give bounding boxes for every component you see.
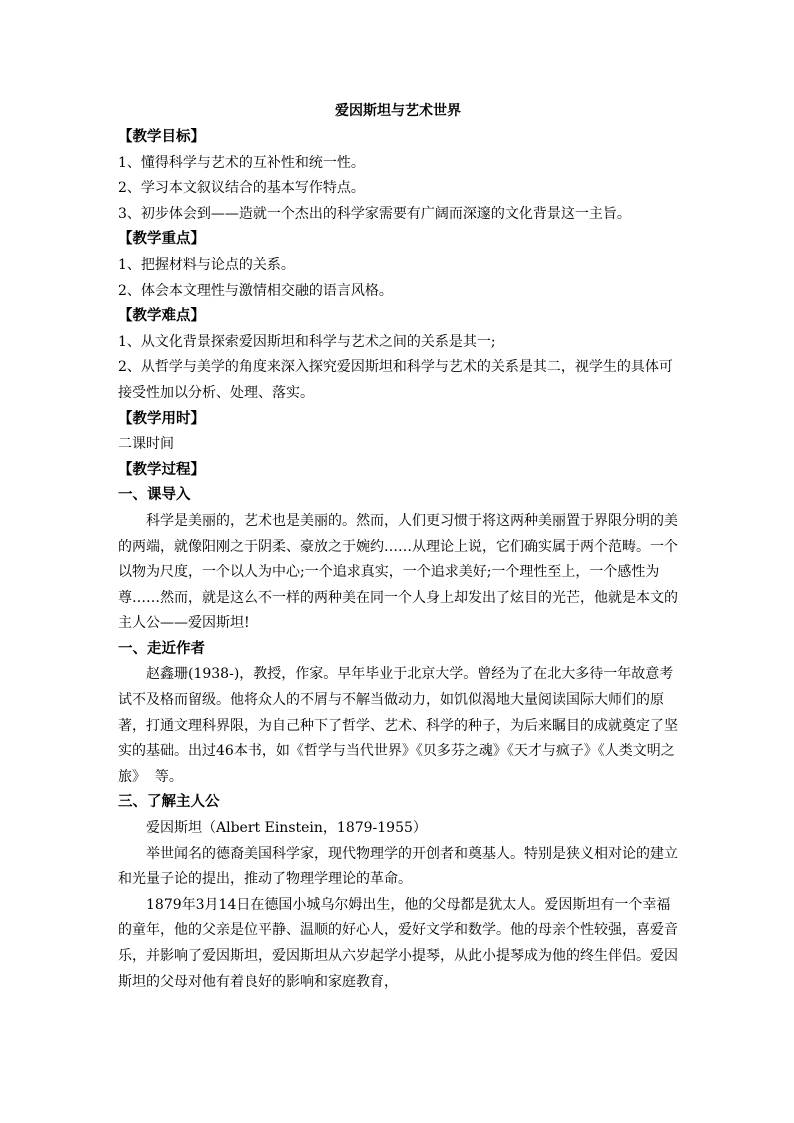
subsection-heading-protagonist: 三、了解主人公 [118, 794, 220, 811]
section-heading-process: 【教学过程】 [118, 461, 205, 478]
paragraph: 爱因斯坦（Albert Einstein，1879-1955） [146, 820, 427, 837]
subsection-heading-intro: 一、课导入 [118, 487, 191, 504]
paragraph: 科学是美丽的，艺术也是美丽的。然而，人们更习惯于将这两种美丽置于界限分明的美的两端，就像阳刚之于阴柔、豪放之于婉约……从理论上说，它们确实属于两个范畴。一个以物为尺度，一个以人为中心;一个追求真实，一个追求美好;一个理性至上，一个感性为尊……然而，就是这么不一样的两种美在同一个人身上却发出了炫目的光芒，他就是本文的主人公——爱因斯坦! [118, 512, 678, 632]
paragraph: 2、学习本文叙议结合的基本写作特点。 [118, 180, 365, 197]
paragraph: 赵鑫珊(1938-)，教授，作家。早年毕业于北京大学。曾经为了在北大多待一年故意考试不及格而留级。他将众人的不屑与不解当做动力，如饥似渴地大量阅读国际大师们的原著，打通文理科界限，为自己种下了哲学、艺术、科学的种子，为后来瞩目的成就奠定了坚实的基础。出过46本书，如《哲学与当代世界》《贝多芬之魂》《天才与疯子》《人类文明之旅》 等。 [118, 666, 678, 785]
section-heading-objectives: 【教学目标】 [118, 129, 205, 145]
subsection-heading-author: 一、走近作者 [118, 640, 205, 657]
paragraph: 1、把握材料与论点的关系。 [118, 256, 295, 273]
document-title: 爱因斯坦与艺术世界 [335, 103, 461, 119]
document-body [118, 98, 678, 995]
section-heading-duration: 【教学用时】 [118, 410, 205, 427]
paragraph: 举世闻名的德裔美国科学家，现代物理学的开创者和奠基人。特别是狭义相对论的建立和光量子论的提出，推动了物理学理论的革命。 [118, 845, 678, 888]
section-heading-key-points: 【教学重点】 [118, 231, 205, 248]
paragraph: 3、初步体会到——造就一个杰出的科学家需要有广阔而深邃的文化背景这一主旨。 [118, 205, 631, 222]
paragraph: 1879年3月14日在德国小城乌尔姆出生，他的父母都是犹太人。爱因斯坦有一个幸福的童年，他的父亲是位平静、温顺的好心人，爱好文学和数学。他的母亲个性较强，喜爱音乐，并影响了爱因斯坦，爱因斯坦从六岁起学小提琴，从此小提琴成为他的终生伴侣。爱因斯坦的父母对他有着良好的影响和家庭教育， [118, 896, 678, 990]
paragraph: 2、体会本文理性与激情相交融的语言风格。 [118, 282, 393, 299]
paragraph: 1、从文化背景探索爱因斯坦和科学与艺术之间的关系是其一; [118, 333, 496, 350]
paragraph: 1、懂得科学与艺术的互补性和统一性。 [118, 154, 365, 171]
section-heading-difficulties: 【教学难点】 [118, 308, 205, 325]
paragraph: 2、从哲学与美学的角度来深入探究爱因斯坦和科学与艺术的关系是其二，视学生的具体可接受性加以分析、处理、落实。 [118, 359, 673, 401]
paragraph: 二课时间 [118, 436, 174, 453]
